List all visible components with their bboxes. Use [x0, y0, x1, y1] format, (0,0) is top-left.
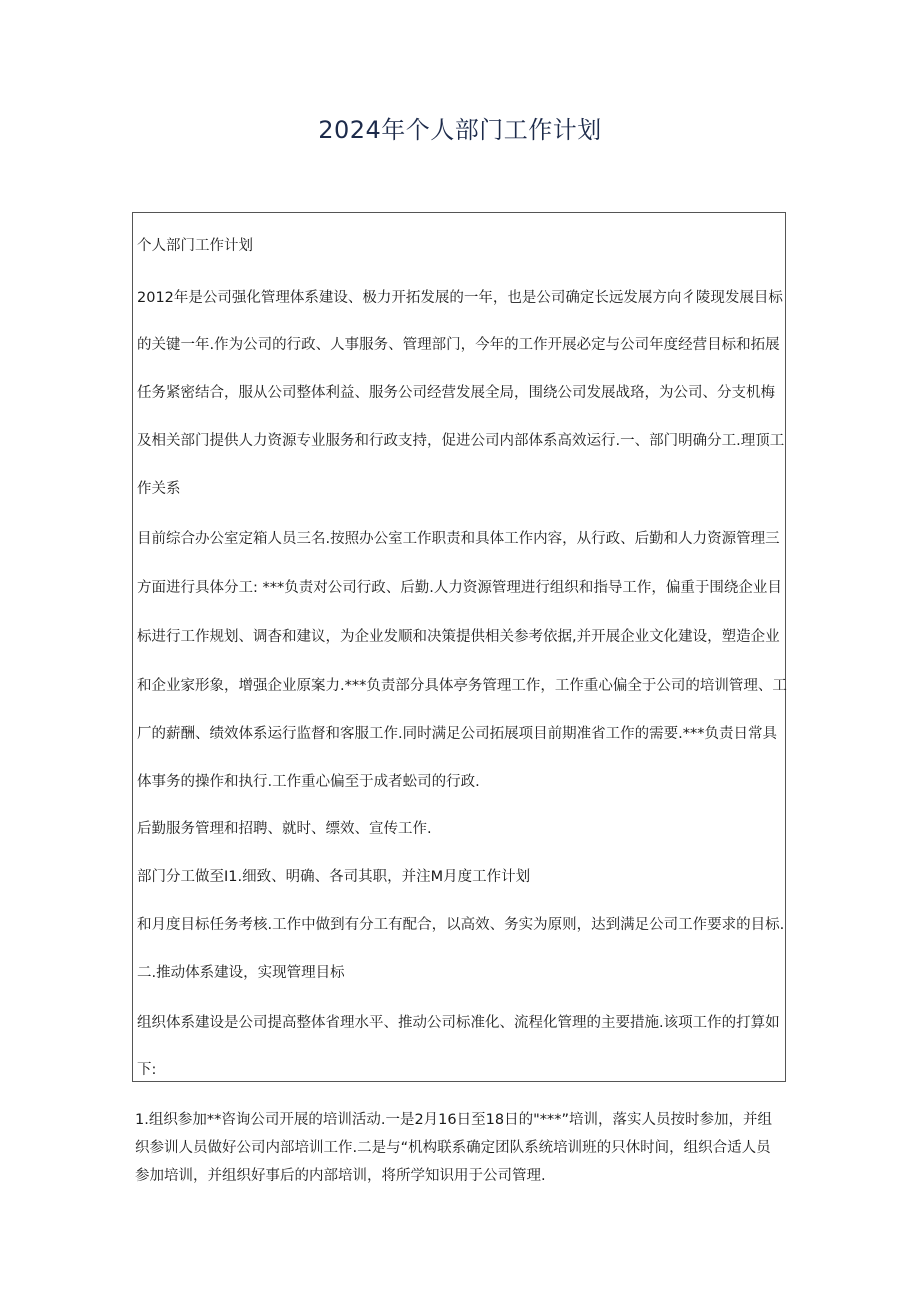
paragraph-line: 参加培训，并组织好事后的内部培训，将所学知识用于公司管理.	[135, 1168, 546, 1184]
box-line: 下:	[137, 1062, 157, 1078]
box-line: 和月度目标任务考核.工作中做到有分工有配合，以高效、务实为原则，达到满足公司工作要求的目标.	[137, 917, 785, 933]
box-line: 体事务的操作和执行.工作重心偏至于成者蚣司的行政.	[137, 774, 480, 790]
box-line: 标进行工作规划、调杳和建议，为企业发顺和决策提供相关参考依据,并开展企业文化建设，塑造企业	[137, 629, 780, 645]
box-line: 任务紧密结合，服从公司整体利益、服务公司经营发展全局，围绕公司发展战珞，为公司、分支机梅	[137, 385, 775, 401]
bordered-text-box	[132, 212, 786, 1082]
box-line: 后勤服务管理和招聘、就时、缥效、宣传工作.	[137, 821, 432, 837]
box-line: 2012年是公司强化管理体系建设、极力开拓发展的一年，也是公司确定长远发展方向彳陵现发展目标	[137, 290, 783, 306]
box-line: 及相关部门提供人力资源专业服务和行政支持，促进公司内部体系高效运行.一、部门明确分工.理顶工	[137, 433, 785, 449]
paragraph-after-box	[135, 1110, 787, 1194]
document-title: 2024年个人部门工作计划	[318, 116, 602, 144]
box-line: 方面进行具体分工: ***负责对公司行政、后勤.人力资源管理进行组织和指导工作，偏重于围绕企业目	[137, 580, 782, 596]
box-line: 作关系	[137, 481, 181, 497]
box-line-heading: 个人部门工作计划	[137, 238, 253, 254]
box-line: 组织体系建设是公司提高整体省理水平、推动公司标准化、流程化管理的主要措施.该项工作的打算如	[137, 1015, 780, 1031]
box-line: 厂的薪酬、绩效体系运行监督和客服工作.同时满足公司拓展项目前期准省工作的需要.***负责日常具	[137, 726, 777, 742]
box-line: 和企业家形象，增强企业原案力.***负责部分具体亭务管理工作，工作重心偏全于公司的培训管理、工	[137, 678, 787, 694]
box-line: 的关键一年.作为公司的行政、人事服务、管理部门，今年的工作开展必定与公司年度经营目标和拓展	[137, 337, 780, 353]
box-line: 部门分工做至I1.细致、明确、各司其职，并注M月度工作计划	[137, 869, 531, 885]
paragraph-line: 1.组织参加**咨询公司开展的培训活动.一是2月16日至18日的"***”培训，落实人员按时参加，并组	[135, 1112, 772, 1128]
box-line: 二.推动体系建设，实现管理目标	[137, 965, 345, 981]
paragraph-line: 织参训人员做好公司内部培训工作.二是与“机构联系确定团队系统培训班的只休时间，组织合适人员	[135, 1140, 771, 1156]
box-line: 目前综合办公室定箱人员三名.按照办公室工作职责和具体工作内容，从行政、后勤和人力资源管理三	[137, 531, 780, 547]
